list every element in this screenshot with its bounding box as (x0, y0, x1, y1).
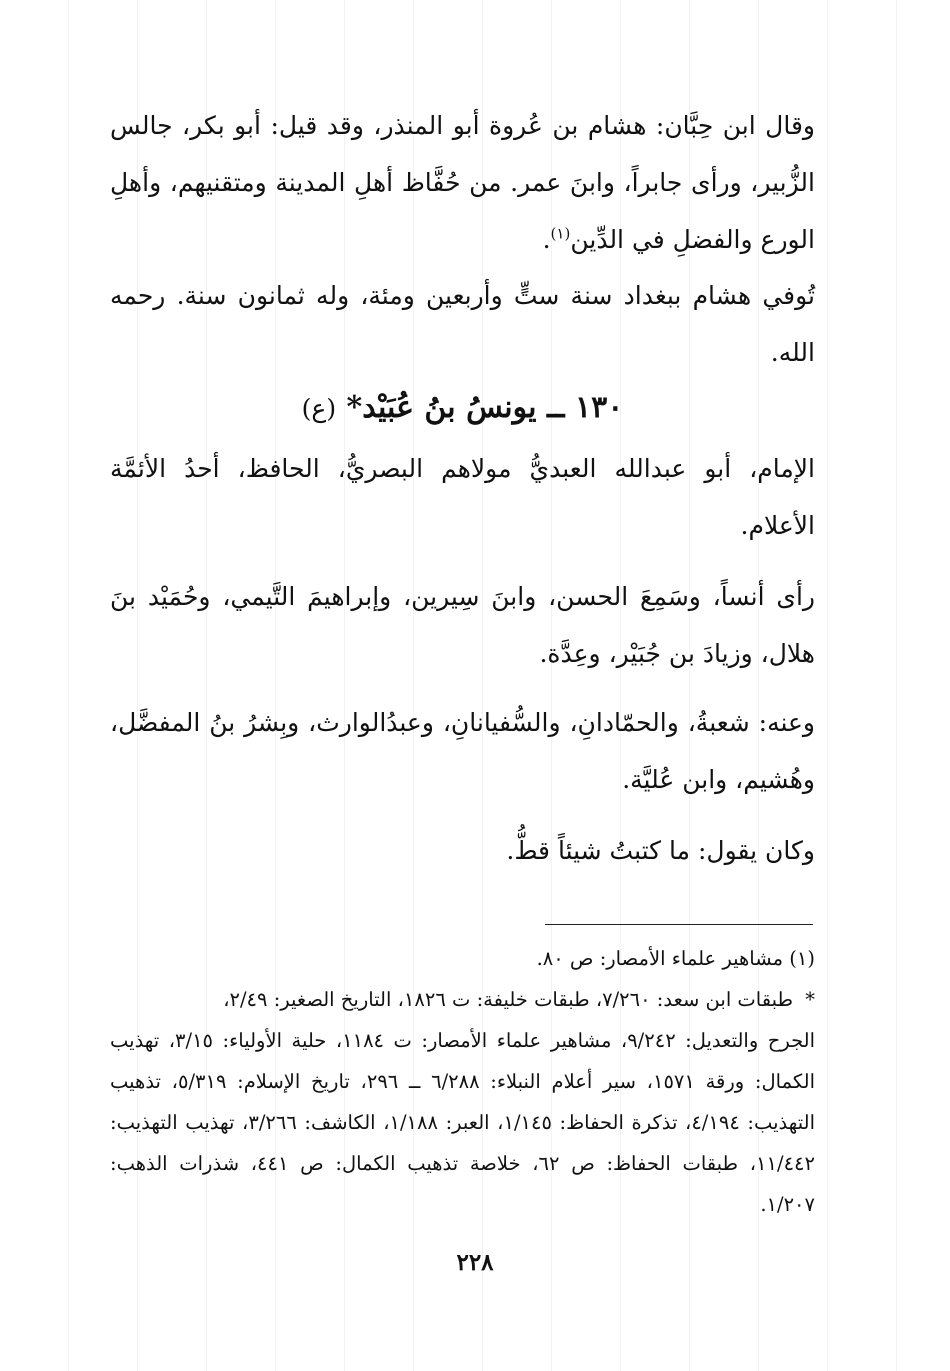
sources-first-line (110, 979, 815, 1020)
footnote-divider (545, 924, 813, 925)
paragraph-ibn-hibban (110, 97, 877, 268)
page-number: ٢٢٨ (456, 1249, 494, 1276)
entry-tag: (ع) (301, 394, 337, 423)
footnote-ref-1: (١) (550, 224, 571, 243)
ibn-hibban-text: وقال ابن حِبَّان: هشام بن عُروة أبو المنذر، وقد قيل: أبو بكر، جالس الزُّبير، ورأى جابراً، وابنَ عمر. من حُفَّاظ أهلِ المدينة ومتقنيهم، وأهلِ الورع والفضلِ في الدِّين (110, 111, 815, 254)
sources-continuation: الجرح والتعديل: ٩/٢٤٢، مشاهير علماء الأمصار: ت ١١٨٤، حلية الأولياء: ٣/١٥، تهذيب الكمال: ورقة ١٥٧١، سير أعلام النبلاء: ٦/٢٨٨ ــ ٢٩٦، تاريخ الإسلام: ٥/٣١٩، تذهيب التهذيب: ٤/١٩٤، تذكرة الحفاظ: ١/١٤٥، العبر: ١/١٨٨، الكاشف: ٣/٢٦٦، تهذيب التهذيب: ١١/٤٤٢، طبقات الحفاظ: ص ٦٢، خلاصة تذهيب الكمال: ص ٤٤١، شذرات الذهب: ١/٢٠٧. (110, 1029, 816, 1216)
footnote-1: (١) مشاهير علماء الأمصار: ص ٨٠. (536, 947, 815, 970)
entry-title: ١٣٠ ــ يونسُ بنُ عُبَيْد* (346, 390, 624, 425)
paragraph-teachers: رأى أنساً، وسَمِعَ الحسن، وابنَ سِيرين، وإبراهيمَ التَّيمي، وحُمَيْد بنَ هلال، وزيادَ بن جُبَيْر، وعِدَّة. (110, 582, 815, 668)
ibn-hibban-end: . (542, 225, 551, 254)
paragraph-saying: وكان يقول: ما كتبتُ شيئاً قطُّ. (506, 836, 815, 865)
paragraph-death: تُوفي هشام ببغداد سنة ستٍّ وأربعين ومئة، وله ثمانون سنة. رحمه الله. (110, 281, 815, 367)
entry-heading (110, 383, 815, 434)
star-marker: * (805, 988, 815, 1011)
paragraph-imam: الإمام، أبو عبدالله العبديُّ مولاهم البصريُّ، الحافظ، أحدُ الأئمَّة الأعلام. (110, 454, 815, 540)
footnotes (110, 938, 815, 1225)
sources-line1-text: طبقات ابن سعد: ٧/٢٦٠، طبقات خليفة: ت ١٨٢٦، التاريخ الصغير: ٢/٤٩، (223, 988, 793, 1011)
paragraph-students: وعنه: شعبةُ، والحمّادانِ، والسُّفيانانِ، وعبدُالوارث، وبِشرُ بنُ المفضَّل، وهُشيم، وابن عُليَّة. (110, 708, 815, 794)
